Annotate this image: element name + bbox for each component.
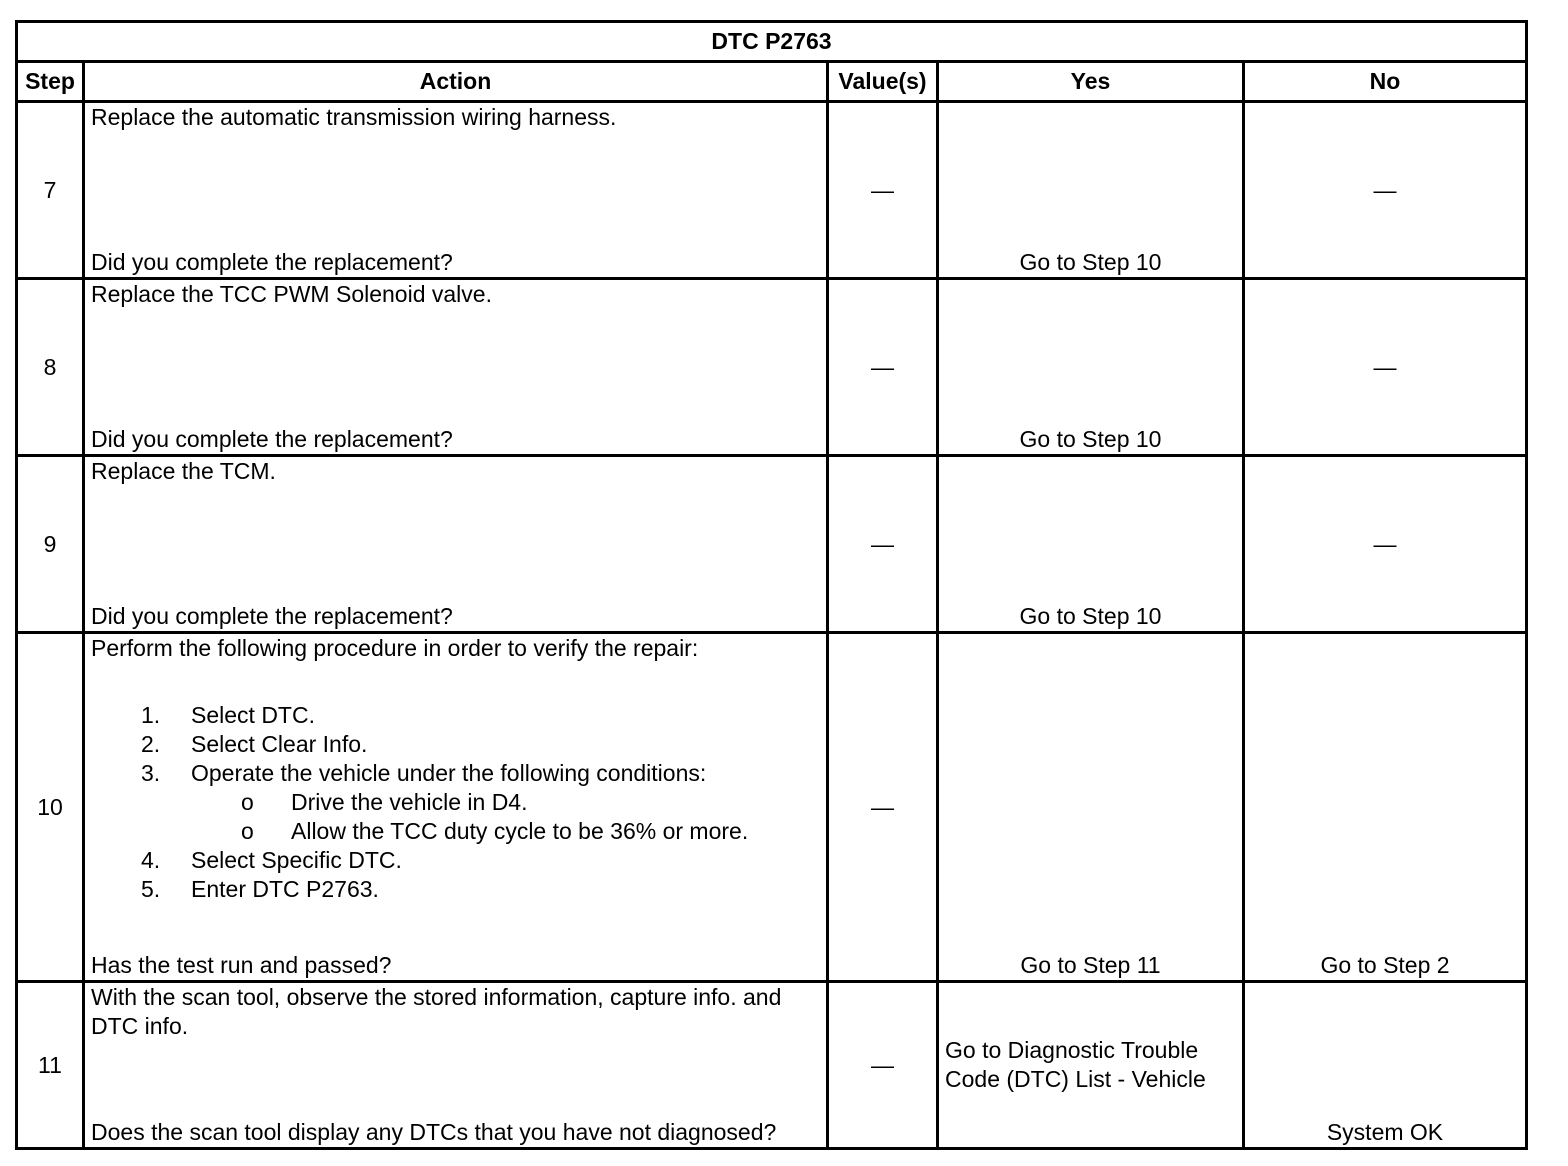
action-question: Did you complete the replacement? (91, 249, 453, 275)
step-number: 11 (17, 982, 84, 1149)
yes-cell: Go to Step 11 (938, 633, 1244, 982)
procedure-number: 2. (141, 731, 161, 757)
action-instruction: Replace the automatic transmission wiring harness. (91, 104, 617, 130)
value-dash: — (871, 530, 894, 557)
table-row (17, 102, 1527, 279)
condition-item (191, 788, 820, 817)
dtc-table (15, 20, 1528, 1150)
action-instruction: Replace the TCC PWM Solenoid valve. (91, 281, 492, 307)
procedure-text: Select DTC. (191, 702, 315, 728)
condition-text: Drive the vehicle in D4. (291, 789, 528, 815)
procedure-number: 1. (141, 702, 161, 728)
table-row (17, 982, 1527, 1149)
no-cell (1244, 279, 1527, 456)
procedure-step (91, 875, 820, 904)
procedure-text: Select Specific DTC. (191, 847, 402, 873)
action-cell (84, 633, 828, 982)
value-dash: — (871, 176, 894, 203)
action-cell (84, 456, 828, 633)
action-cell (84, 982, 828, 1149)
table-row (17, 456, 1527, 633)
procedure-number: 4. (141, 847, 161, 873)
value-cell (828, 982, 938, 1149)
procedure-step (91, 701, 820, 730)
value-cell (828, 102, 938, 279)
table-title: DTC P2763 (17, 22, 1527, 62)
header-yes: Yes (938, 62, 1244, 102)
no-cell (1244, 102, 1527, 279)
step-number: 10 (17, 633, 84, 982)
procedure-text: Select Clear Info. (191, 731, 368, 757)
no-dash: — (1373, 530, 1397, 557)
step-number: 9 (17, 456, 84, 633)
no-cell: System OK (1244, 982, 1527, 1149)
value-cell (828, 633, 938, 982)
action-instruction: Replace the TCM. (91, 458, 276, 484)
no-dash: — (1373, 176, 1397, 203)
step-number: 7 (17, 102, 84, 279)
header-action: Action (84, 62, 828, 102)
action-cell (84, 102, 828, 279)
action-instruction: Perform the following procedure in order to verify the repair: (91, 635, 699, 661)
value-dash: — (871, 793, 894, 820)
value-cell (828, 456, 938, 633)
header-step: Step (17, 62, 84, 102)
yes-cell: Go to Step 10 (938, 456, 1244, 633)
action-instruction: With the scan tool, observe the stored information, capture info. and DTC info. (91, 984, 782, 1039)
condition-text: Allow the TCC duty cycle to be 36% or more. (291, 818, 749, 844)
action-cell (84, 279, 828, 456)
action-question: Has the test run and passed? (91, 952, 392, 978)
action-question: Did you complete the replacement? (91, 426, 453, 452)
procedure-text: Operate the vehicle under the following conditions: (191, 760, 707, 786)
yes-cell: Go to Step 10 (938, 102, 1244, 279)
header-no: No (1244, 62, 1527, 102)
no-dash: — (1373, 353, 1397, 380)
procedure-text: Enter DTC P2763. (191, 876, 379, 902)
procedure-list (91, 701, 820, 904)
action-question: Did you complete the replacement? (91, 603, 453, 629)
yes-cell: Go to Diagnostic Trouble Code (DTC) List - Vehicle (938, 982, 1244, 1149)
procedure-number: 3. (141, 760, 161, 786)
value-dash: — (871, 1051, 894, 1078)
value-dash: — (871, 353, 894, 380)
no-cell (1244, 456, 1527, 633)
procedure-step (91, 759, 820, 846)
header-values: Value(s) (828, 62, 938, 102)
no-cell: Go to Step 2 (1244, 633, 1527, 982)
condition-list (191, 788, 820, 846)
table-row (17, 633, 1527, 982)
step-number: 8 (17, 279, 84, 456)
action-question: Does the scan tool display any DTCs that you have not diagnosed? (91, 1119, 777, 1145)
bullet-icon: o (241, 818, 254, 844)
bullet-icon: o (241, 789, 254, 815)
value-cell (828, 279, 938, 456)
header-row (17, 62, 1527, 102)
yes-cell: Go to Step 10 (938, 279, 1244, 456)
procedure-number: 5. (141, 876, 161, 902)
condition-item (191, 817, 820, 846)
table-row (17, 279, 1527, 456)
procedure-step (91, 730, 820, 759)
procedure-step (91, 846, 820, 875)
